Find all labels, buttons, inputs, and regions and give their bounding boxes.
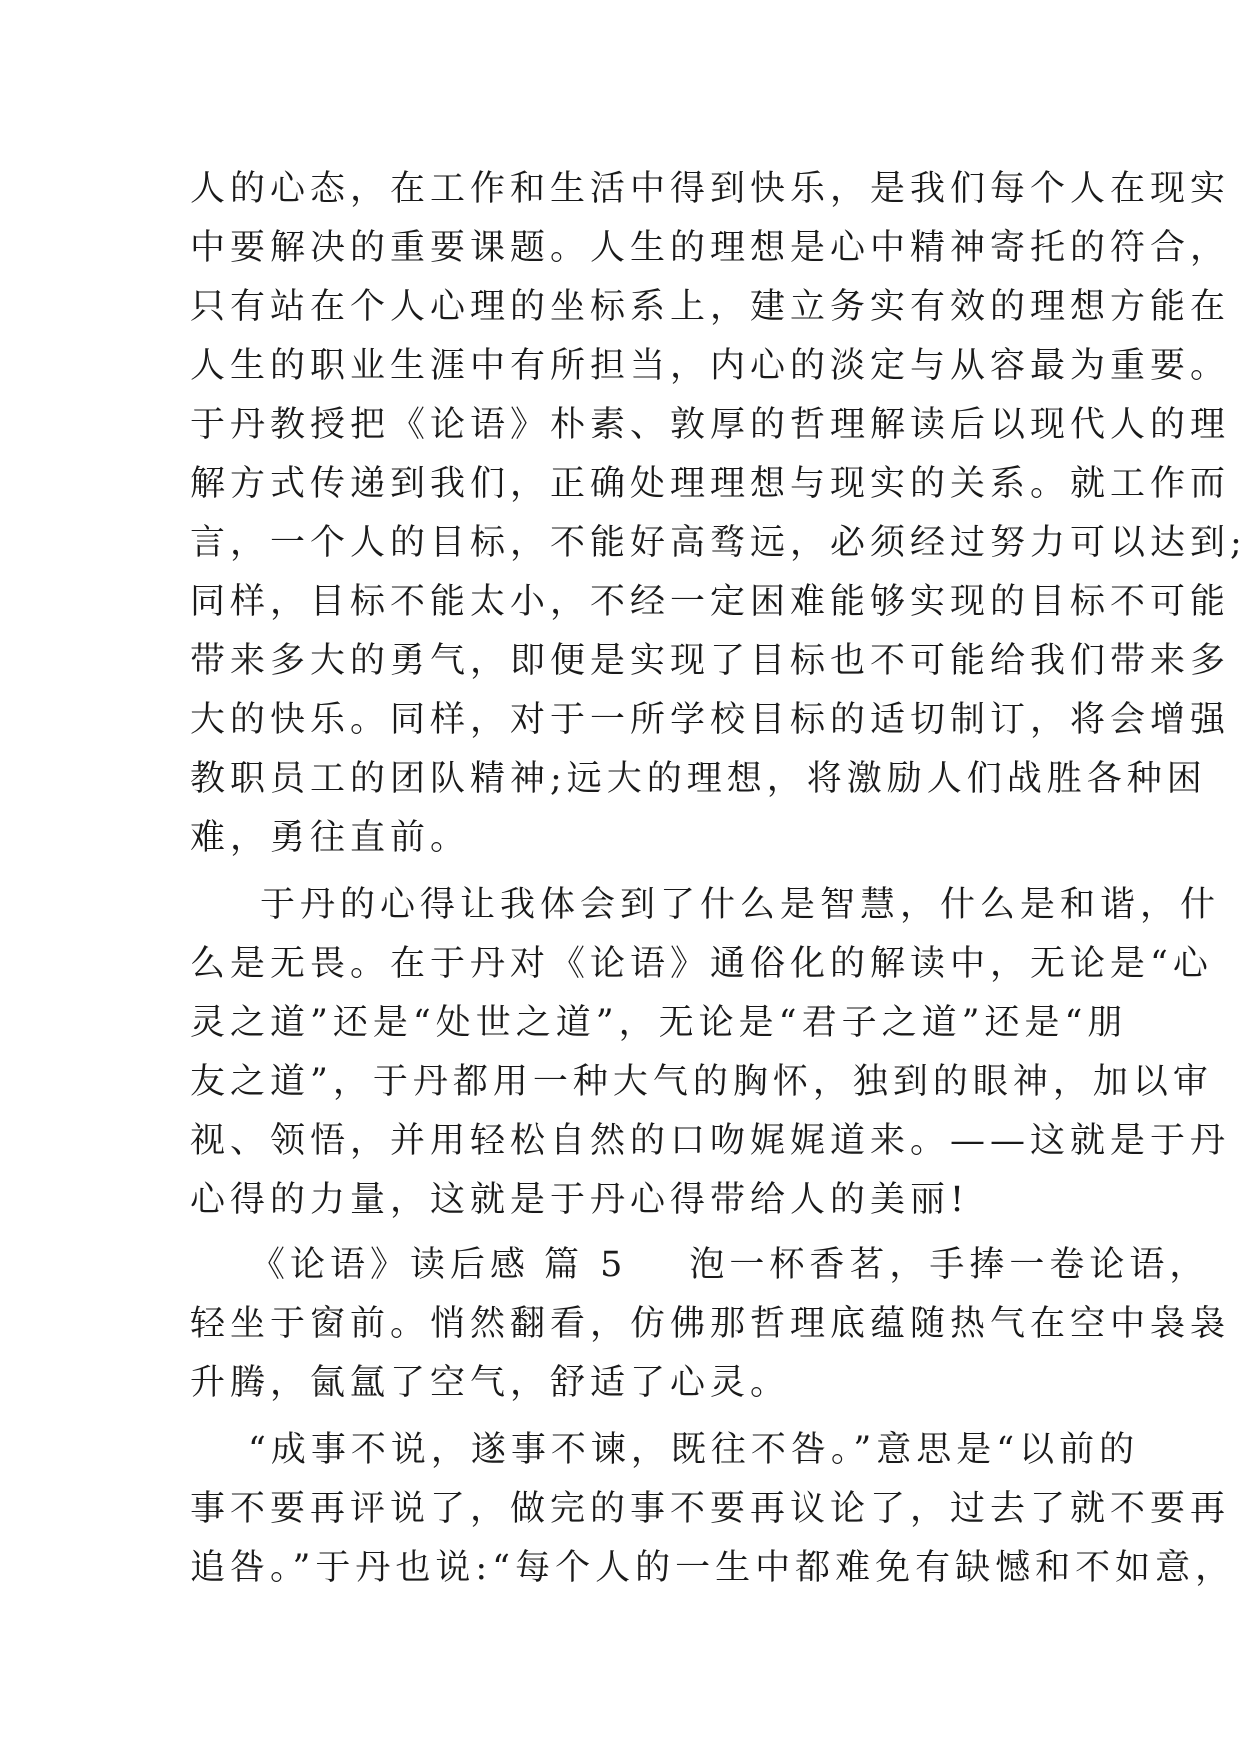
text-line: “成事不说，遂事不谏，既往不咎。”意思是“以前的 [248,1430,1140,1470]
text-line: 言，一个人的目标，不能好高骛远，必须经过努力可以达到; [190,523,1247,563]
text-line: 中要解决的重要课题。人生的理想是心中精神寄托的符合， [190,228,1231,268]
text-line: 难，勇往直前。 [190,818,471,858]
section-first-line [190,1236,1210,1295]
text-line: 追咎。”于丹也说:“每个人的一生中都难免有缺憾和不如意， [190,1548,1236,1588]
text-line: 么是无畏。在于丹对《论语》通俗化的解读中，无论是“心 [190,944,1213,984]
paragraph [190,1421,1236,1598]
text-line: 轻坐于窗前。悄然翻看，仿佛那哲理底蕴随热气在空中袅袅 [190,1304,1231,1344]
text-line: 心得的力量，这就是于丹心得带给人的美丽! [190,1180,970,1220]
paragraph [190,876,1231,1230]
text-line: 解方式传递到我们，正确处理理想与现实的关系。就工作而 [190,464,1231,504]
section-title: 《论语》读后感 [250,1245,531,1285]
text-line: 于丹教授把《论语》朴素、敦厚的哲理解读后以现代人的理 [190,405,1231,445]
section-first-line-text: 泡一杯香茗，手捧一卷论语， [689,1245,1210,1285]
text-line: 教职员工的团队精神;远大的理想，将激励人们战胜各种困 [190,759,1207,799]
document-body [190,160,1247,1598]
text-line: 人的心态，在工作和生活中得到快乐，是我们每个人在现实 [190,169,1231,209]
text-line: 视、领悟，并用轻松自然的口吻娓娓道来。——这就是于丹 [190,1121,1231,1161]
text-line: 升腾，氤氲了空气，舒适了心灵。 [190,1363,791,1403]
text-line: 只有站在个人心理的坐标系上，建立务实有效的理想方能在 [190,287,1231,327]
section-label: 篇 5 [544,1245,628,1285]
text-line: 于丹的心得让我体会到了什么是智慧，什么是和谐，什 [260,885,1221,925]
text-line: 友之道”，于丹都用一种大气的胸怀，独到的眼神，加以审 [190,1062,1213,1102]
section-heading-paragraph [190,1236,1231,1413]
text-line: 带来多大的勇气，即便是实现了目标也不可能给我们带来多 [190,641,1231,681]
text-line: 大的快乐。同样，对于一所学校目标的适切制订，将会增强 [190,700,1231,740]
paragraph [190,160,1247,868]
text-line: 同样，目标不能太小，不经一定困难能够实现的目标不可能 [190,582,1231,622]
text-line: 人生的职业生涯中有所担当，内心的淡定与从容最为重要。 [190,346,1231,386]
text-line: 事不要再评说了，做完的事不要再议论了，过去了就不要再 [190,1489,1231,1529]
text-line: 灵之道”还是“处世之道”，无论是“君子之道”还是“朋 [190,1003,1128,1043]
